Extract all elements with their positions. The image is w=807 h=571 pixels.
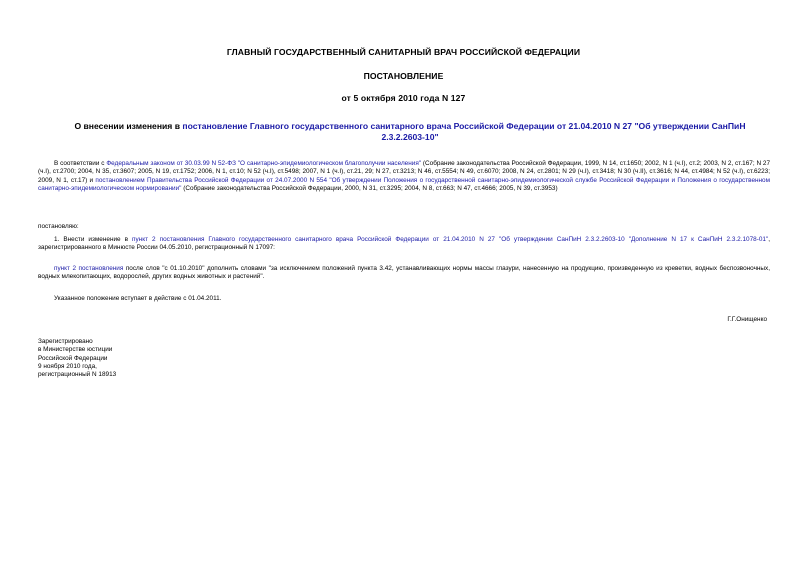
federal-law-link[interactable]: Федеральным законом от 30.03.99 N 52-ФЗ "О санитарно-эпидемиологическом благополучии населения" (106, 160, 422, 167)
issuing-authority: ГЛАВНЫЙ ГОСУДАРСТВЕННЫЙ САНИТАРНЫЙ ВРАЧ РОССИЙСКОЙ ФЕДЕРАЦИИ (226, 47, 581, 57)
title-prefix: О внесении изменения в (74, 121, 183, 131)
item-1-detail-paragraph (38, 265, 770, 282)
preamble-text-3: (Собрание законодательства Российской Федерации, 2000, N 31, ст.3295; 2004, N 8, ст.663; N 47, ст.4666; 2005, N 39, ст.3953) (181, 185, 558, 193)
item-1-text-1: 1. Внести изменение в (54, 236, 133, 243)
registration-line: 9 ноября 2010 года, (38, 362, 97, 370)
title-link[interactable]: постановление Главного государственного санитарного врача Российской Федерации от 21.04.2010 N 27 "Об утверждении СанПиН 2.3.2.2603-10" (182, 121, 746, 142)
effective-date: Указанное положение вступает в действие с 01.04.2011. (54, 295, 222, 302)
registration-line: Зарегистрировано (38, 338, 93, 345)
item-1-detail-link[interactable]: пункт 2 постановления (54, 265, 124, 272)
document-title (60, 121, 760, 143)
registration-line: в Министерстве юстиции (38, 346, 113, 354)
government-resolution-link[interactable]: постановлением Правительства Российской Федерации от 24.07.2000 N 554 "Об утверждении Положения о государственной санитарно-эпидемиологической службе Российской Федерации и Положения о государственном санитарно-эпидемиологическом нормировании" (38, 176, 770, 193)
registration-block (38, 338, 116, 379)
registration-line: регистрационный N 18913 (38, 371, 117, 379)
item-1-text-2: , зарегистрированного в Минюсте России 04.05.2010, регистрационный N 17097: (38, 236, 770, 252)
preamble-text-2: (Собрание законодательства Российской Федерации, 1999, N 14, ст.1650; 2002, N 1 (ч.I), ст.2; 2003, N 2, ст.167; N 27 (ч.I), ст.2700; 2004, N 35, ст.3607; 2005, N 19, ст.1752; 2006, N 1, ст.10; N 52 (ч.I), ст.5498; 2007, N 1 (ч.I), ст.21, 29; N 27, ст.3213; N 46, ст.5554; N 49, ст.6070; 2008, N 24, ст.2801; N 29 (ч.I), ст.3418; N 30 (ч.II), ст.3616; N 44, ст.4984; N 52 (ч.I), ст.6223; 2009, N 1, ст.17) и (38, 160, 771, 184)
registration-line: Российской Федерации (38, 354, 108, 362)
item-1-paragraph (38, 236, 770, 253)
item-1-link[interactable]: пункт 2 постановления Главного государственного санитарного врача Российской Федерации от 21.04.2010 N 27 "Об утверждении СанПиН 2.3.2.2603-10 "Дополнение N 17 к СанПиН 2.3.2.1078-01" (132, 236, 769, 243)
preamble-paragraph (38, 160, 770, 194)
document-type: ПОСТАНОВЛЕНИЕ (363, 71, 444, 81)
signature: Г.Г.Онищенко (727, 316, 767, 323)
item-1-detail-text: после слов "с 01.10.2010" дополнить словами "за исключением положений пункта 3.42, устанавливающих нормы массы глазури, нанесенную на продукцию, произведенную из креветки, водных беспозвоночных, водных млекопитающих, водорослей, других водных животных и растений". (38, 265, 770, 281)
preamble-text-1: В соответствии с (54, 160, 107, 167)
resolve-word: постановляю: (38, 223, 79, 230)
document-date-number: от 5 октября 2010 года N 127 (341, 93, 466, 103)
